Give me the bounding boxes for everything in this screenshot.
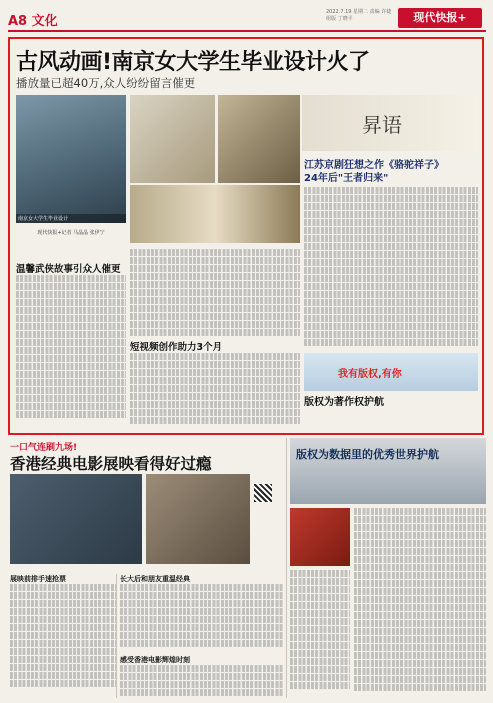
ad-text: 我有版权,有你 <box>338 369 402 380</box>
photo-caption: 南京女大学生毕业设计 <box>16 214 126 223</box>
article-body <box>354 508 486 696</box>
article-body <box>130 353 300 425</box>
subsection-heading: 感受香港电影辉煌时刻 <box>120 656 190 664</box>
feature-intro <box>16 227 126 237</box>
ad-side-title: 版权为著作权护航 <box>304 397 384 408</box>
article-body <box>290 570 350 696</box>
video-brush-title: 昇语 <box>362 113 402 137</box>
copyright-ad <box>304 353 478 391</box>
section-label: A8 文化 <box>8 14 58 29</box>
column-divider <box>286 438 287 698</box>
article-body <box>10 584 116 696</box>
column-divider <box>116 574 117 698</box>
student-photo <box>16 95 126 223</box>
subsection-heading: 短视频创作助力3个月 <box>130 342 223 353</box>
side-story-body <box>304 187 478 349</box>
feature-headline: 古风动画!南京女大学生毕业设计火了 <box>16 50 370 75</box>
right-feature-photo <box>290 438 486 504</box>
lower-kicker: 一口气连刷九场! <box>10 443 78 453</box>
qr-code <box>254 484 272 502</box>
animation-still-2 <box>218 95 300 183</box>
subsection-heading: 长大后和朋友重温经典 <box>120 575 190 583</box>
newspaper-logo: 现代快报+ <box>398 8 482 28</box>
side-story-title: 江苏京剧狂想之作《骆驼祥子》 24年后"王者归来" <box>304 160 444 184</box>
video-still <box>302 95 478 151</box>
cinema-photo <box>10 474 142 564</box>
subsection-heading: 展映前排手速抢票 <box>10 575 66 583</box>
feature-article-frame <box>8 37 484 435</box>
animation-still-1 <box>130 95 215 183</box>
event-photo <box>146 474 250 564</box>
feature-subhead: 播放量已超40万,众人纷纷留言催更 <box>16 76 196 90</box>
byline: 现代快报+记者 马晶晶 张伊宁 <box>37 230 105 236</box>
header-rule <box>8 30 486 32</box>
right-inset-photo <box>290 508 350 566</box>
article-body <box>130 249 300 337</box>
subsection-heading: 温馨武侠故事引众人催更 <box>16 264 121 275</box>
article-body <box>120 584 284 652</box>
article-body <box>120 665 284 697</box>
right-photo-title: 版权为数据里的优秀世界护航 <box>296 448 439 461</box>
article-body <box>16 275 126 425</box>
animation-still-3 <box>130 185 300 243</box>
date-line: 2022.7.19 星期二 责编 许婕 组版 丁晓平 <box>326 9 392 22</box>
page-header <box>8 6 486 34</box>
lower-headline: 香港经典电影展映看得好过瘾 <box>10 455 212 473</box>
